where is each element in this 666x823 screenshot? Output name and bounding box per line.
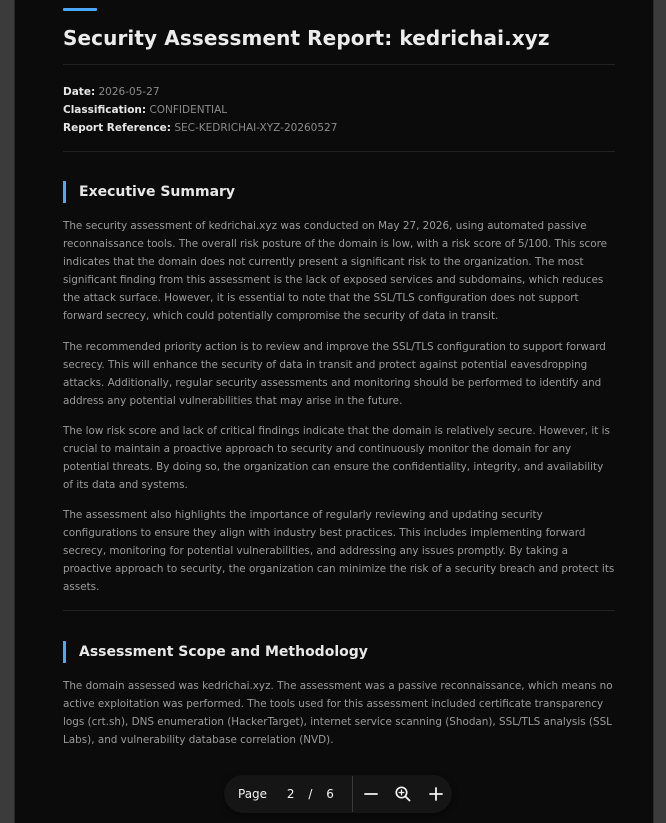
executive-summary-paragraph-3: The low risk score and lack of critical findings indicate that the domain is relatively secure. However, it is crucial to maintain a proactive approach to security and continuously monitor the domain for any potential threats. By doing so, the organization can ensure the confidentiality, integrity, and availability of its data and systems. xyxy=(63,425,610,491)
executive-summary-paragraph-2: The recommended priority action is to review and improve the SSL/TLS configuration to support forward secrecy. This will enhance the security of data in transit and protect against potential eavesdropping attacks. Additionally, regular security assessments and monitoring should be performed to identify and address any potential vulnerabilities that may arise in the future. xyxy=(63,341,606,407)
zoom-reset-button[interactable] xyxy=(387,777,419,811)
report-metadata xyxy=(63,83,337,137)
meta-date-label: Date: xyxy=(63,86,96,98)
metadata-divider xyxy=(63,151,615,152)
page-label: Page xyxy=(238,787,268,801)
minus-icon xyxy=(363,786,379,802)
toolbar-divider xyxy=(352,776,353,812)
title-divider xyxy=(63,64,615,65)
current-page-input[interactable]: 2 xyxy=(286,787,295,801)
meta-reference xyxy=(63,119,337,137)
zoom-out-button[interactable] xyxy=(355,777,387,811)
meta-classification-label: Classification: xyxy=(63,104,147,116)
executive-summary-paragraph-4: The assessment also highlights the importance of regularly reviewing and updating security configurations to ensure they align with industry best practices. This includes implementing forward secrecy, monitoring for potential vulnerabilities, and addressing any issues promptly. By taking a proactive approach to security, the organization can minimize the risk of a security breach and protect its assets. xyxy=(63,509,615,593)
meta-classification xyxy=(63,101,337,119)
magnifier-icon xyxy=(394,785,412,803)
report-title: Security Assessment Report: kedrichai.xyz xyxy=(63,26,550,50)
meta-date-value: 2026-05-27 xyxy=(98,86,160,98)
meta-reference-value: SEC-KEDRICHAI-XYZ-20260527 xyxy=(174,122,338,134)
meta-date xyxy=(63,83,337,101)
executive-summary-paragraph-1: The security assessment of kedrichai.xyz was conducted on May 27, 2026, using automated passive reconnaissance tools. The overall risk posture of the domain is low, with a risk score of 5/100. This score indicates that the domain does not currently present a significant risk to the organization. The most significant finding from this assessment is the lack of exposed services and subdomains, which reduces the attack surface. However, it is essential to note that the SSL/TLS configuration does not support forward secrecy, which could potentially compromise the security of data in transit. xyxy=(63,220,608,322)
section-heading-scope-methodology: Assessment Scope and Methodology xyxy=(63,641,368,663)
zoom-in-button[interactable] xyxy=(420,777,452,811)
document-page xyxy=(14,0,654,823)
section-divider xyxy=(63,610,615,611)
meta-reference-label: Report Reference: xyxy=(63,122,172,134)
header-accent-bar xyxy=(63,8,97,11)
section-heading-executive-summary: Executive Summary xyxy=(63,181,235,203)
scope-methodology-paragraph-1: The domain assessed was kedrichai.xyz. The assessment was a passive reconnaissance, which means no active exploitation was performed. The tools used for this assessment included certificate transparency logs (crt.sh), DNS enumeration (HackerTarget), internet service scanning (Shodan), SSL/TLS analysis (SSL Labs), and vulnerability database correlation (NVD). xyxy=(63,680,613,746)
plus-icon xyxy=(428,786,444,802)
page-navigation-toolbar xyxy=(224,775,452,813)
total-pages: 6 xyxy=(326,787,334,801)
meta-classification-value: CONFIDENTIAL xyxy=(149,104,228,116)
page-separator: / xyxy=(308,787,313,801)
